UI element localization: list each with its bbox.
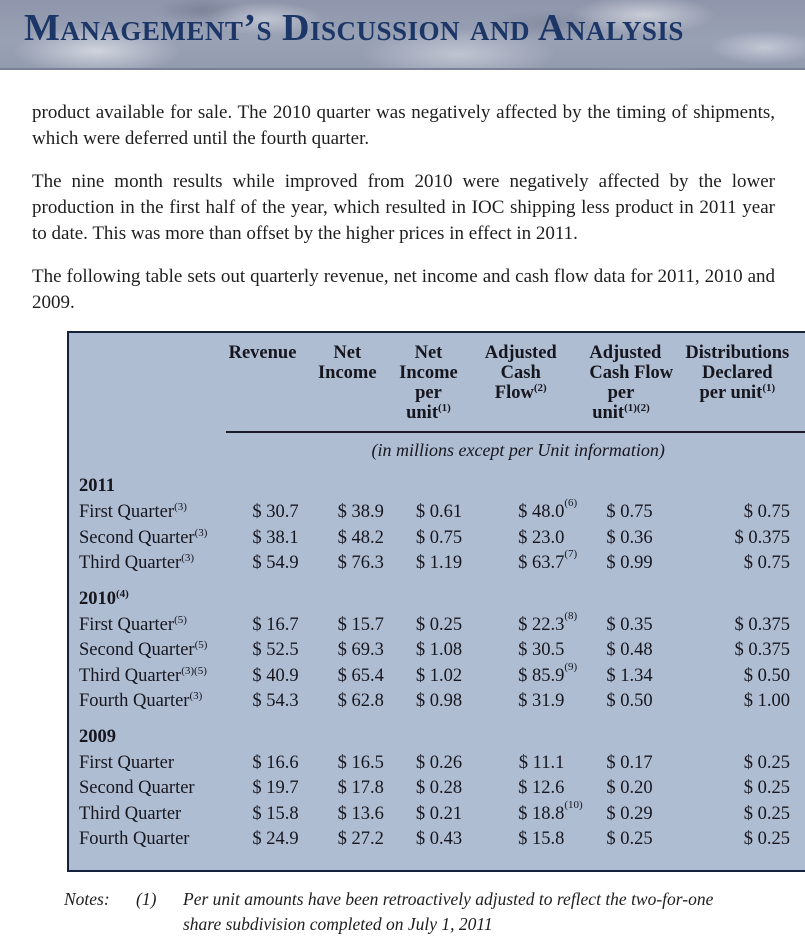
cell-adjusted-cash-flow-per-unit <box>589 551 684 577</box>
section-year-2011 <box>68 464 805 500</box>
cell-value: $ 40.9 <box>252 665 299 686</box>
row-footnote-sup: (3) <box>194 526 208 539</box>
cell-net-income-per-unit <box>395 664 477 690</box>
cell-net-income <box>311 526 395 552</box>
cell-adjusted-cash-flow <box>477 776 589 802</box>
header-line: Distributions <box>685 343 790 363</box>
table-row <box>68 613 805 639</box>
cell-value: $ 30.5 <box>518 640 565 660</box>
header-footnote-sup: (2) <box>533 381 547 394</box>
header-line <box>589 403 652 423</box>
cell-net-income-per-unit <box>395 827 477 853</box>
cell-value: $ 0.26 <box>415 752 463 773</box>
cell-value: $ 0.35 <box>606 614 653 635</box>
cell-distributions-declared <box>685 827 805 853</box>
cell-value: $ 0.61 <box>415 502 463 522</box>
row-label <box>68 526 226 552</box>
header-line <box>395 403 462 423</box>
cell-value: $ 0.75 <box>743 553 790 573</box>
col-header-distributions-declared <box>685 332 805 432</box>
unit-note-spacer <box>68 432 226 464</box>
row-footnote-sup: (3) <box>189 689 203 702</box>
cell-value: $ 63.7 <box>518 553 565 573</box>
cell-value: $ 0.50 <box>743 665 790 686</box>
cell-value: $ 54.9 <box>252 553 299 573</box>
cell-value: $ 12.6 <box>518 778 565 798</box>
cell-value: $ 0.25 <box>743 752 790 773</box>
row-label <box>68 551 226 577</box>
cell-value: $ 0.25 <box>415 614 463 635</box>
table-row <box>68 664 805 690</box>
header-text: per unit <box>699 383 763 403</box>
cell-adjusted-cash-flow <box>477 497 589 526</box>
row-footnote-sup: (3) <box>181 551 195 564</box>
header-footnote-sup: (1) <box>438 401 451 414</box>
cell-value: $ 76.3 <box>337 553 384 573</box>
row-label <box>68 689 226 715</box>
cell-value: $ 15.8 <box>252 803 299 824</box>
cell-distributions-declared <box>685 751 805 777</box>
cell-net-income <box>311 802 395 828</box>
table-row <box>68 689 805 715</box>
row-label <box>68 664 226 690</box>
page-header-banner <box>0 0 805 70</box>
cell-value: $ 0.99 <box>606 553 653 573</box>
notes-label: Notes: <box>64 888 110 909</box>
cell-net-income-per-unit <box>395 638 477 664</box>
header-line: Declared <box>702 363 773 383</box>
row-footnote-sup: (5) <box>174 613 187 626</box>
year-label <box>68 464 805 500</box>
cell-value: $ 38.9 <box>337 502 384 522</box>
note-1-number: (1) <box>136 888 157 909</box>
cell-net-income <box>311 776 395 802</box>
cell-value: $ 0.75 <box>606 502 653 522</box>
header-line: per <box>415 383 442 403</box>
cell-value: $ 0.25 <box>743 803 790 824</box>
cell-value: $ 15.8 <box>518 829 565 849</box>
header-line <box>477 383 564 403</box>
cell-net-income <box>311 613 395 639</box>
cell-value: $ 0.25 <box>743 778 790 798</box>
cell-value: $ 0.28 <box>415 778 463 798</box>
section-year-2010 <box>68 577 805 613</box>
table-row <box>68 802 805 828</box>
cell-distributions-declared <box>685 776 805 802</box>
cell-value: $ 1.19 <box>415 553 463 573</box>
col-header-empty <box>68 332 226 432</box>
cell-footnote-sup: (10) <box>564 798 583 811</box>
cell-value: $ 0.75 <box>415 527 463 548</box>
cell-value: $ 48.2 <box>337 527 384 548</box>
col-header-net-income-per-unit <box>395 332 477 432</box>
header-text: unit <box>406 403 438 423</box>
header-line: Cash <box>500 363 541 383</box>
cell-net-income-per-unit <box>395 500 477 526</box>
col-header-net-income <box>311 332 395 432</box>
cell-revenue <box>226 613 310 639</box>
cell-value: $ 0.25 <box>743 829 790 849</box>
cell-value: $ 16.5 <box>337 752 384 773</box>
section-year-2009 <box>68 715 805 751</box>
year-label <box>68 577 805 613</box>
cell-value: $ 0.20 <box>606 778 653 798</box>
cell-distributions-declared <box>685 664 805 690</box>
cell-distributions-declared <box>685 500 805 526</box>
cell-value: $ 1.34 <box>606 665 653 686</box>
cell-net-income-per-unit <box>395 689 477 715</box>
cell-net-income-per-unit <box>395 526 477 552</box>
row-label-text: Third Quarter <box>79 803 182 824</box>
row-label-text: First Quarter <box>79 614 175 635</box>
cell-revenue <box>226 827 310 853</box>
cell-net-income <box>311 551 395 577</box>
table-row <box>68 827 805 853</box>
row-label <box>68 613 226 639</box>
cell-adjusted-cash-flow <box>477 751 589 777</box>
year-text: 2009 <box>79 726 116 747</box>
cell-value: $ 52.5 <box>252 640 299 660</box>
cell-net-income <box>311 827 395 853</box>
col-header-adjusted-cash-flow-per-unit <box>589 332 684 432</box>
cell-net-income-per-unit <box>395 802 477 828</box>
row-label-text: First Quarter <box>79 502 175 522</box>
header-text: unit <box>592 403 625 423</box>
cell-distributions-declared <box>685 613 805 639</box>
row-label-text: Second Quarter <box>79 640 195 660</box>
cell-value: $ 0.29 <box>606 803 653 824</box>
cell-net-income-per-unit <box>395 776 477 802</box>
cell-adjusted-cash-flow-per-unit <box>589 664 684 690</box>
cell-value: $ 1.02 <box>415 665 463 686</box>
cell-revenue <box>226 664 310 690</box>
cell-distributions-declared <box>685 802 805 828</box>
cell-adjusted-cash-flow-per-unit <box>589 751 684 777</box>
cell-value: $ 31.9 <box>518 691 565 711</box>
cell-value: $ 18.8 <box>518 803 565 824</box>
cell-revenue <box>226 551 310 577</box>
row-label-text: Fourth Quarter <box>79 691 190 711</box>
paragraph-nine-month-results: The nine month results while improved from 2010 were negatively affected by the lower production in the first half of the year, which resulted in IOC shipping less product in 2011 year to date. This was more than offset by the higher prices in effect in 2011. <box>32 171 775 244</box>
year-text: 2010 <box>79 588 116 609</box>
header-line: Net <box>414 343 443 363</box>
cell-adjusted-cash-flow-per-unit <box>589 776 684 802</box>
cell-value: $ 0.43 <box>415 829 463 849</box>
unit-note-row <box>68 432 805 464</box>
unit-note-text: (in millions except per Unit information) <box>371 440 665 460</box>
cell-value: $ 0.48 <box>606 640 653 660</box>
header-line: Income <box>317 363 377 383</box>
cell-revenue <box>226 500 310 526</box>
cell-value: $ 48.0 <box>518 502 565 522</box>
table-row <box>68 751 805 777</box>
row-label <box>68 638 226 664</box>
cell-adjusted-cash-flow-per-unit <box>589 802 684 828</box>
cell-adjusted-cash-flow-per-unit <box>589 689 684 715</box>
page-content <box>0 70 805 937</box>
col-header-revenue <box>226 332 310 432</box>
cell-adjusted-cash-flow-per-unit <box>589 827 684 853</box>
header-text: Flow <box>494 383 534 403</box>
cell-value: $ 30.7 <box>252 502 299 522</box>
cell-adjusted-cash-flow <box>477 689 589 715</box>
cell-net-income <box>311 664 395 690</box>
cell-value: $ 0.375 <box>734 614 790 635</box>
row-footnote-sup: (3) <box>174 500 187 513</box>
header-line: Income <box>399 363 458 383</box>
cell-revenue <box>226 776 310 802</box>
header-line: per <box>607 383 635 403</box>
cell-value: $ 19.7 <box>252 778 299 798</box>
cell-value: $ 0.375 <box>734 527 790 548</box>
header-line: Revenue <box>228 343 297 363</box>
cell-value: $ 1.08 <box>415 640 463 660</box>
paragraph-shipments: product available for sale. The 2010 quarter was negatively affected by the timing of shipments, which were deferred until the fourth quarter. <box>32 102 775 149</box>
cell-adjusted-cash-flow <box>477 660 589 690</box>
cell-adjusted-cash-flow <box>477 638 589 664</box>
header-line: Cash Flow <box>589 363 674 383</box>
cell-footnote-sup: (6) <box>564 497 578 509</box>
table-bottom-spacer <box>68 853 805 871</box>
cell-value: $ 0.75 <box>743 502 790 522</box>
cell-footnote-sup: (7) <box>564 548 578 560</box>
row-label-text: Second Quarter <box>79 778 195 798</box>
cell-value: $ 65.4 <box>337 665 384 686</box>
cell-value: $ 0.17 <box>606 752 653 773</box>
row-label-text: Third Quarter <box>79 553 182 573</box>
cell-value: $ 0.36 <box>606 527 653 548</box>
cell-value: $ 0.375 <box>734 640 790 660</box>
row-footnote-sup: (5) <box>194 638 208 651</box>
cell-value: $ 17.8 <box>337 778 384 798</box>
note-1-text: Per unit amounts have been retroactively adjusted to reflect the two-for-one share subdivision completed on July 1, 2011 <box>183 888 714 934</box>
cell-adjusted-cash-flow <box>477 798 589 828</box>
cell-value: $ 38.1 <box>252 527 299 548</box>
row-label <box>68 776 226 802</box>
cell-value: $ 27.2 <box>337 829 384 849</box>
cell-value: $ 16.7 <box>252 614 299 635</box>
cell-value: $ 0.98 <box>415 691 463 711</box>
table-row <box>68 526 805 552</box>
cell-value: $ 11.1 <box>518 752 565 773</box>
row-label <box>68 751 226 777</box>
page-title: Management’s Discussion and Analysis <box>24 7 684 49</box>
header-line: Adjusted <box>589 343 662 363</box>
year-text: 2011 <box>79 476 115 496</box>
cell-footnote-sup: (9) <box>564 660 578 673</box>
table-row <box>68 500 805 526</box>
cell-value: $ 62.8 <box>337 691 384 711</box>
cell-distributions-declared <box>685 689 805 715</box>
cell-revenue <box>226 751 310 777</box>
cell-value: $ 85.9 <box>518 665 565 686</box>
cell-revenue <box>226 689 310 715</box>
cell-value: $ 0.50 <box>606 691 653 711</box>
cell-value: $ 24.9 <box>252 829 299 849</box>
cell-value: $ 13.6 <box>337 803 384 824</box>
cell-value: $ 23.0 <box>518 527 565 548</box>
table-header-row <box>68 332 805 432</box>
cell-adjusted-cash-flow-per-unit <box>589 638 684 664</box>
year-label <box>68 715 805 751</box>
cell-value: $ 16.6 <box>252 752 299 773</box>
header-footnote-sup: (1)(2) <box>624 401 650 414</box>
cell-distributions-declared <box>685 551 805 577</box>
cell-adjusted-cash-flow <box>477 609 589 639</box>
cell-revenue <box>226 526 310 552</box>
year-footnote-sup: (4) <box>116 587 129 600</box>
cell-adjusted-cash-flow <box>477 548 589 577</box>
cell-value: $ 22.3 <box>518 614 565 635</box>
cell-footnote-sup: (8) <box>564 609 578 622</box>
row-label-text: First Quarter <box>79 752 175 773</box>
cell-distributions-declared <box>685 638 805 664</box>
spacer-cell <box>68 853 805 871</box>
cell-value: $ 54.3 <box>252 691 299 711</box>
table-row <box>68 638 805 664</box>
cell-value: $ 0.21 <box>415 803 463 824</box>
row-label-text: Second Quarter <box>79 527 195 548</box>
notes-section <box>64 887 745 937</box>
col-header-adjusted-cash-flow <box>477 332 589 432</box>
row-label-text: Third Quarter <box>79 665 182 686</box>
cell-adjusted-cash-flow-per-unit <box>589 526 684 552</box>
cell-net-income <box>311 500 395 526</box>
cell-net-income-per-unit <box>395 551 477 577</box>
cell-value: $ 1.00 <box>743 691 790 711</box>
row-label <box>68 827 226 853</box>
cell-adjusted-cash-flow <box>477 827 589 853</box>
row-footnote-sup: (3)(5) <box>181 664 207 677</box>
header-footnote-sup: (1) <box>762 381 776 394</box>
cell-value: $ 15.7 <box>337 614 384 635</box>
cell-net-income-per-unit <box>395 751 477 777</box>
cell-adjusted-cash-flow-per-unit <box>589 500 684 526</box>
cell-net-income-per-unit <box>395 613 477 639</box>
header-line: Net <box>333 343 362 363</box>
cell-net-income <box>311 689 395 715</box>
row-label <box>68 802 226 828</box>
cell-net-income <box>311 638 395 664</box>
cell-distributions-declared <box>685 526 805 552</box>
cell-revenue <box>226 802 310 828</box>
header-line: Adjusted <box>484 343 557 363</box>
row-label-text: Fourth Quarter <box>79 829 190 849</box>
cell-value: $ 69.3 <box>337 640 384 660</box>
cell-net-income <box>311 751 395 777</box>
cell-revenue <box>226 638 310 664</box>
paragraph-table-intro: The following table sets out quarterly revenue, net income and cash flow data for 2011, 2010 and 2009. <box>32 266 775 313</box>
table-row <box>68 551 805 577</box>
quarterly-financial-table <box>67 331 805 872</box>
cell-adjusted-cash-flow-per-unit <box>589 613 684 639</box>
header-line <box>685 383 790 403</box>
row-label <box>68 500 226 526</box>
cell-value: $ 0.25 <box>606 829 653 849</box>
table-row <box>68 776 805 802</box>
